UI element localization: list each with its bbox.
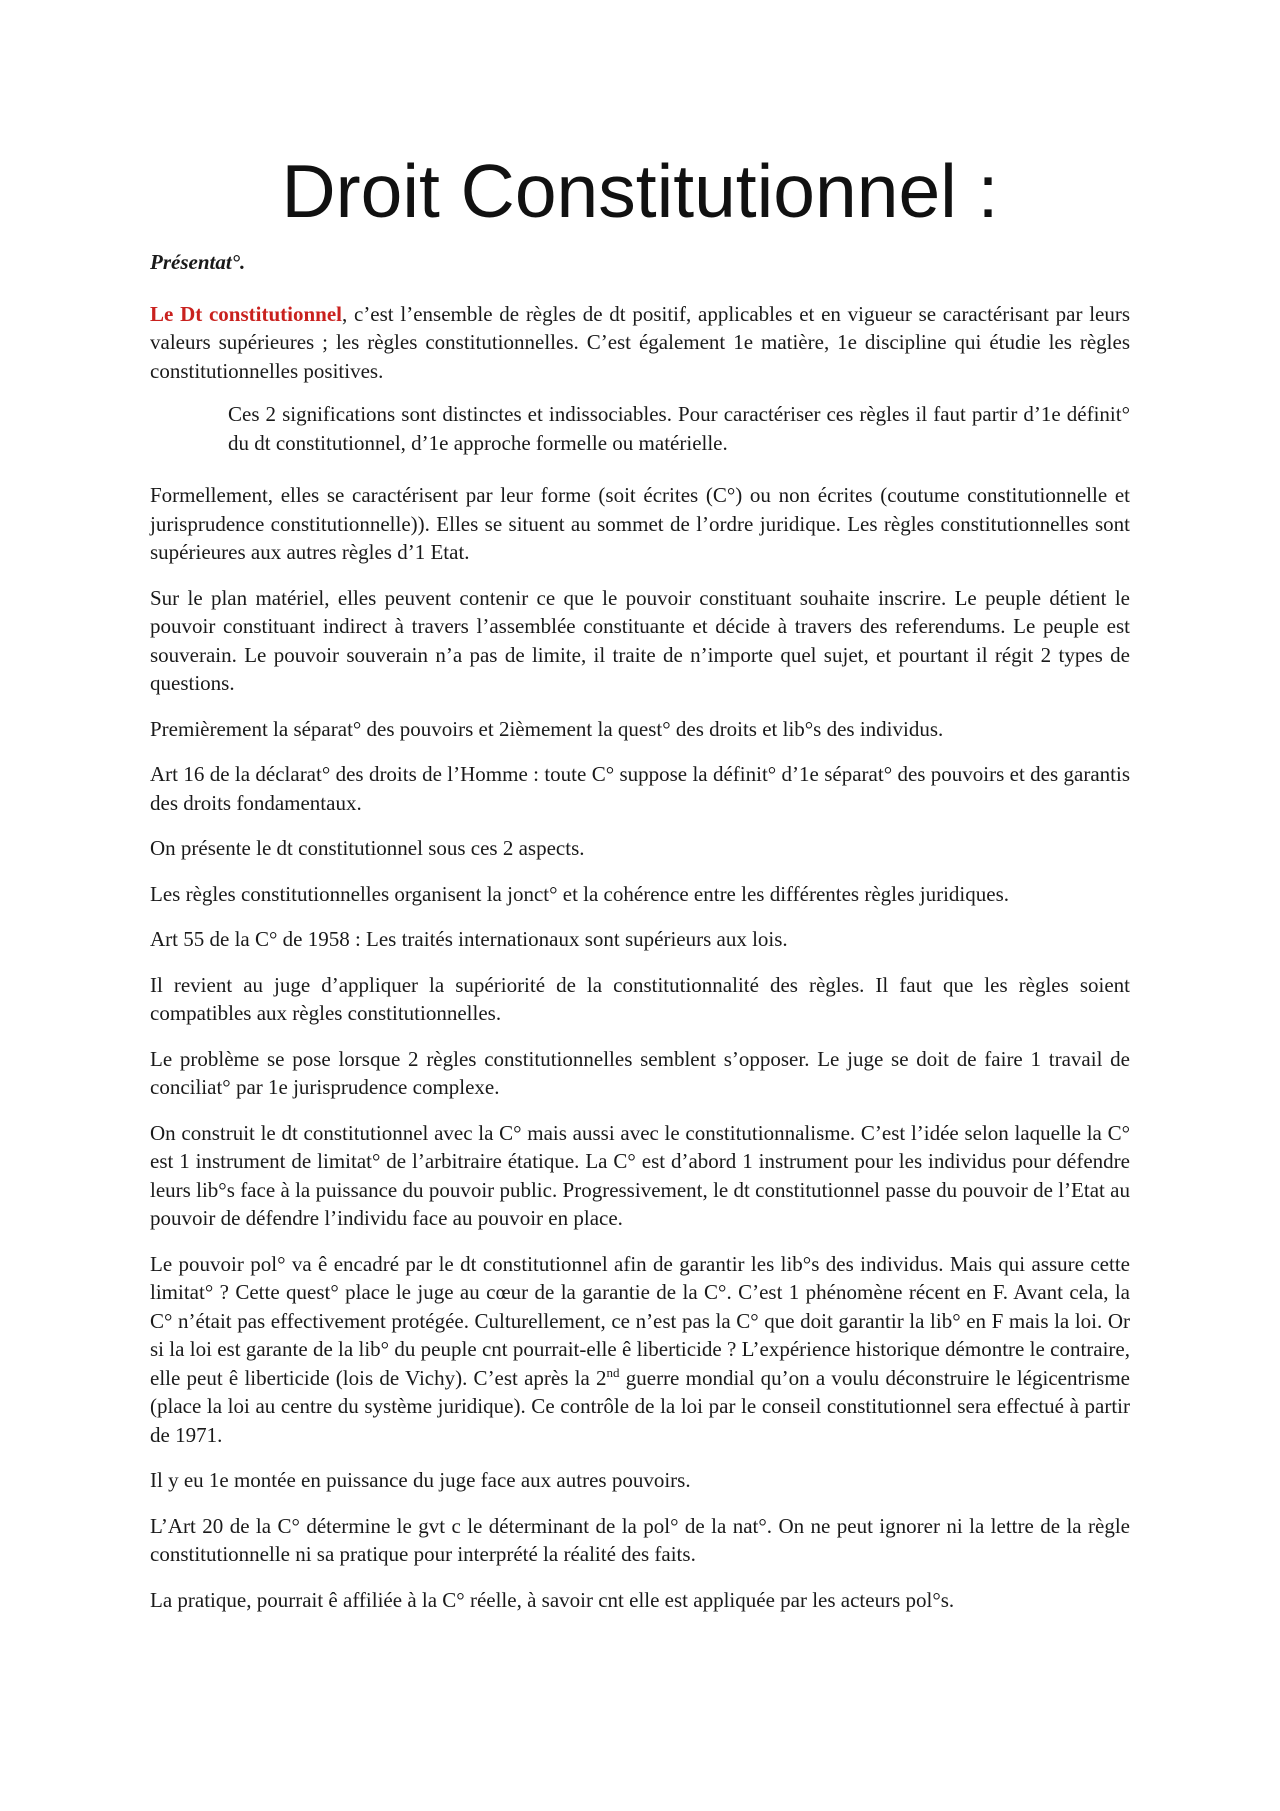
indented-paragraph: Ces 2 significations sont distinctes et indissociables. Pour caractériser ces règles il faut partir d’1e définit° du dt constitutionnel, d’1e approche formelle ou matérielle.: [228, 402, 1130, 455]
paragraph-pouvoir-pol: [150, 1250, 1130, 1450]
paragraph-jonction: Les règles constitutionnelles organisent la jonct° et la cohérence entre les différentes règles juridiques.: [150, 881, 1009, 906]
paragraph-pratique: La pratique, pourrait ê affiliée à la C° réelle, à savoir cnt elle est appliquée par les acteurs pol°s.: [150, 1587, 955, 1612]
ordinal-superscript: nd: [606, 1364, 620, 1380]
document-title: Droit Constitutionnel :: [281, 149, 999, 233]
paragraph-plan-materiel: Sur le plan matériel, elles peuvent contenir ce que le pouvoir constituant souhaite inscrire. Le peuple détient le pouvoir constituant indirect à travers l’assemblée constituante et décide à travers des referendums. Le peuple est souverain. Le pouvoir souverain n’a pas de limite, il traite de n’importe quel sujet, et pourtant il régit 2 types de questions.: [150, 585, 1130, 696]
paragraph-art-16: Art 16 de la déclarat° des droits de l’Homme : toute C° suppose la définit° d’1e séparat° des pouvoirs et des garantis des droits fondamentaux.: [150, 762, 1130, 815]
paragraph-art-55: Art 55 de la C° de 1958 : Les traités internationaux sont supérieurs aux lois.: [150, 927, 788, 952]
intro-paragraph: [150, 300, 1130, 386]
paragraph-probleme: Le problème se pose lorsque 2 règles constitutionnelles semblent s’opposer. Le juge se doit de faire 1 travail de conciliat° par 1e jurisprudence complexe.: [150, 1046, 1130, 1100]
paragraph-juge: Il revient au juge d’appliquer la supériorité de la constitutionnalité des règles. Il faut que les règles soient compatibles aux règles constitutionnelles.: [150, 972, 1130, 1026]
paragraph-art-20: L’Art 20 de la C° détermine le gvt c le déterminant de la pol° de la nat°. On ne peut ignorer ni la lettre de la règle constitutionnelle ni sa pratique pour interprété la réalité des faits.: [150, 1513, 1130, 1567]
paragraph-constitutionnalisme: On construit le dt constitutionnel avec la C° mais aussi avec le constitutionnalisme. C’est l’idée selon laquelle la C° est 1 instrument de limitat° de l’arbitraire étatique. La C° est d’abord 1 instrument pour les individus pour défendre leurs lib°s face à la puissance du pouvoir public. Progressivement, le dt constitutionnel passe du pouvoir de l’Etat au pouvoir de défendre l’individu face au pouvoir en place.: [150, 1120, 1130, 1231]
section-heading: Présentat°.: [150, 249, 246, 274]
lead-term: Le Dt constitutionnel: [150, 301, 342, 326]
paragraph-deux-aspects: On présente le dt constitutionnel sous ces 2 aspects.: [150, 836, 585, 861]
paragraph-pouvoir-pol-before: Le pouvoir pol° va ê encadré par le dt constitutionnel afin de garantir les lib°s des individus. Mais qui assure cette limitat° ? Cette quest° place le juge au cœur de la garantie de la C°. C’est 1 phénomène récent en F. Avant cela, la C° n’était pas effectivement protégée. Culturellement, ce n’est pas la C° que doit garantir la lib° en F mais la loi. Or si la loi est garante de la lib° du peuple cnt pourrait-elle ê liberticide ? L’expérience historique démontre le contraire, elle peut ê liberticide (lois de Vichy). C’est après la 2: [150, 1251, 1130, 1390]
paragraph-montee-juge: Il y eu 1e montée en puissance du juge face aux autres pouvoirs.: [150, 1468, 691, 1493]
document-page: [150, 150, 1130, 1631]
paragraph-pouvoir-pol-after: guerre mondial qu’on a voulu déconstruire le légicentrisme (place la loi au centre du système juridique). Ce contrôle de la loi par le conseil constitutionnel sera effectué à partir de 1971.: [150, 1365, 1130, 1447]
paragraph-premierement: Premièrement la séparat° des pouvoirs et 2ièmement la quest° des droits et lib°s des individus.: [150, 716, 944, 741]
paragraph-formellement: Formellement, elles se caractérisent par leur forme (soit écrites (C°) ou non écrites (coutume constitutionnelle et jurisprudence constitutionnelle)). Elles se situent au sommet de l’ordre juridique. Les règles constitutionnelles sont supérieures aux autres règles d’1 Etat.: [150, 483, 1130, 565]
intro-text: , c’est l’ensemble de règles de dt positif, applicables et en vigueur se caractérisant par leurs valeurs supérieures ; les règles constitutionnelles. C’est également 1e matière, 1e discipline qui étudie les règles constitutionnelles positives.: [150, 301, 1131, 383]
